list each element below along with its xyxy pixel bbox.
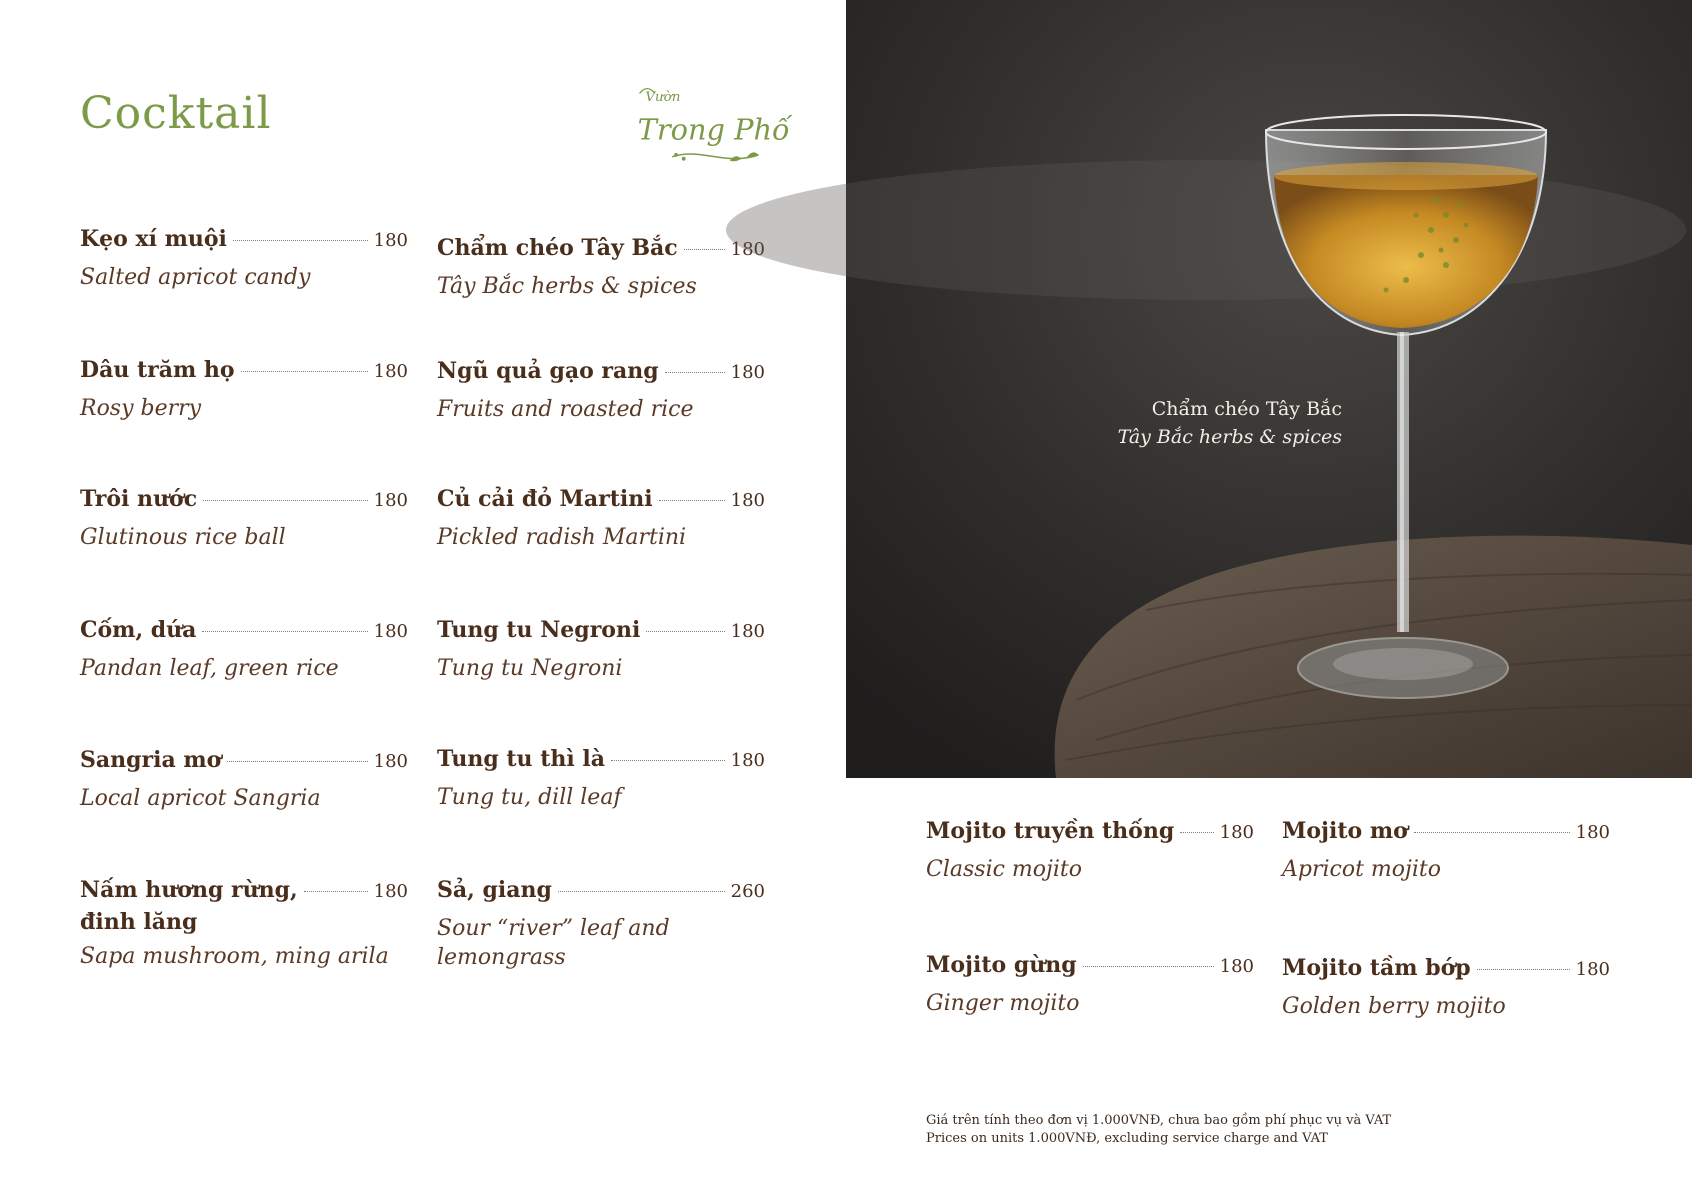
item-name: Ngũ quả gạo rang <box>437 358 659 384</box>
item-name: Cốm, dứa <box>80 617 197 643</box>
item-description: Classic mojito <box>926 857 1082 882</box>
item-name: Nấm hương rừng, <box>80 877 298 903</box>
dotted-leader <box>659 500 725 501</box>
dotted-leader <box>684 249 725 250</box>
item-price: 180 <box>730 621 765 642</box>
item-price: 180 <box>730 490 765 511</box>
item-description: Apricot mojito <box>1282 857 1441 882</box>
menu-item <box>437 617 765 684</box>
dotted-leader <box>1477 969 1570 970</box>
photo-caption <box>1118 396 1342 451</box>
dotted-leader <box>611 760 725 761</box>
item-description: Pandan leaf, green rice <box>80 656 339 681</box>
menu-item <box>437 746 765 813</box>
menu-item <box>80 486 408 553</box>
item-description: Sapa mushroom, ming arila <box>80 944 389 969</box>
item-name: Mojito gừng <box>926 952 1077 978</box>
item-description: Tung tu, dill leaf <box>437 785 622 810</box>
item-description: Sour “river” leaf and lemongrass <box>437 916 670 970</box>
price-footnote <box>926 1112 1391 1147</box>
menu-item <box>926 818 1254 885</box>
menu-item <box>80 226 408 293</box>
dotted-leader <box>1414 832 1570 833</box>
item-price: 180 <box>730 362 765 383</box>
dotted-leader <box>1083 966 1214 967</box>
menu-item <box>437 358 765 425</box>
dotted-leader <box>227 761 367 762</box>
logo-line1: Vườn <box>645 90 681 106</box>
item-name: Mojito mơ <box>1282 818 1408 844</box>
cocktail-photo <box>846 0 1692 778</box>
item-description: Tung tu Negroni <box>437 656 623 681</box>
item-description: Pickled radish Martini <box>437 525 687 550</box>
dotted-leader <box>1180 832 1213 833</box>
item-price: 180 <box>373 881 408 902</box>
item-price: 180 <box>730 239 765 260</box>
item-description: Salted apricot candy <box>80 265 311 290</box>
logo-graphic <box>632 80 790 176</box>
menu-item <box>437 235 765 302</box>
item-description: Local apricot Sangria <box>80 786 321 811</box>
dotted-leader <box>646 631 724 632</box>
menu-item <box>80 877 408 972</box>
menu-item <box>437 877 765 972</box>
item-description: Ginger mojito <box>926 991 1080 1016</box>
caption-name: Chẩm chéo Tây Bắc <box>1151 398 1342 420</box>
item-name: Củ cải đỏ Martini <box>437 486 653 512</box>
item-name: Tung tu thì là <box>437 746 605 772</box>
item-price: 180 <box>1575 959 1610 980</box>
footnote-english: Prices on units 1.000VNĐ, excluding service charge and VAT <box>926 1130 1328 1146</box>
item-name: Tung tu Negroni <box>437 617 641 643</box>
item-description: Tây Bắc herbs & spices <box>437 274 697 299</box>
item-price: 180 <box>1575 822 1610 843</box>
page-title: Cocktail <box>80 88 272 139</box>
item-description: Fruits and roasted rice <box>437 397 694 422</box>
dotted-leader <box>304 891 368 892</box>
menu-item <box>1282 955 1610 1022</box>
item-description: Golden berry mojito <box>1282 994 1506 1019</box>
item-name: Sangria mơ <box>80 747 222 773</box>
item-price: 180 <box>1219 956 1254 977</box>
item-name: Sả, giang <box>437 877 552 903</box>
item-price: 180 <box>373 230 408 251</box>
item-name: Trôi nước <box>80 486 198 512</box>
item-name: Kẹo xí muội <box>80 226 227 252</box>
menu-item <box>80 357 408 424</box>
item-price: 260 <box>730 881 765 902</box>
item-price: 180 <box>373 621 408 642</box>
item-name: Mojito truyền thống <box>926 818 1175 844</box>
item-name: Dâu trăm họ <box>80 357 235 383</box>
menu-item <box>80 747 408 814</box>
menu-item <box>1282 818 1610 885</box>
cocktail-glass-image <box>846 0 1692 778</box>
restaurant-logo <box>632 80 790 176</box>
item-name-line2: đinh lăng <box>80 909 198 935</box>
item-name: Chẩm chéo Tây Bắc <box>437 235 678 261</box>
item-price: 180 <box>730 750 765 771</box>
item-description: Glutinous rice ball <box>80 525 286 550</box>
dotted-leader <box>558 891 725 892</box>
item-price: 180 <box>373 751 408 772</box>
caption-description: Tây Bắc herbs & spices <box>1117 425 1342 448</box>
menu-item <box>80 617 408 684</box>
dotted-leader <box>202 631 367 632</box>
item-name: Mojito tầm bớp <box>1282 955 1471 981</box>
menu-item <box>437 486 765 553</box>
item-price: 180 <box>1219 822 1254 843</box>
item-price: 180 <box>373 490 408 511</box>
item-price: 180 <box>373 361 408 382</box>
footnote-vietnamese: Giá trên tính theo đơn vị 1.000VNĐ, chưa bao gồm phí phục vụ và VAT <box>926 1113 1392 1128</box>
item-description: Rosy berry <box>80 396 202 421</box>
logo-line2: Trong Phố <box>637 112 790 147</box>
dotted-leader <box>233 240 368 241</box>
dotted-leader <box>241 371 368 372</box>
dotted-leader <box>203 500 368 501</box>
menu-item <box>926 952 1254 1019</box>
dotted-leader <box>665 372 725 373</box>
